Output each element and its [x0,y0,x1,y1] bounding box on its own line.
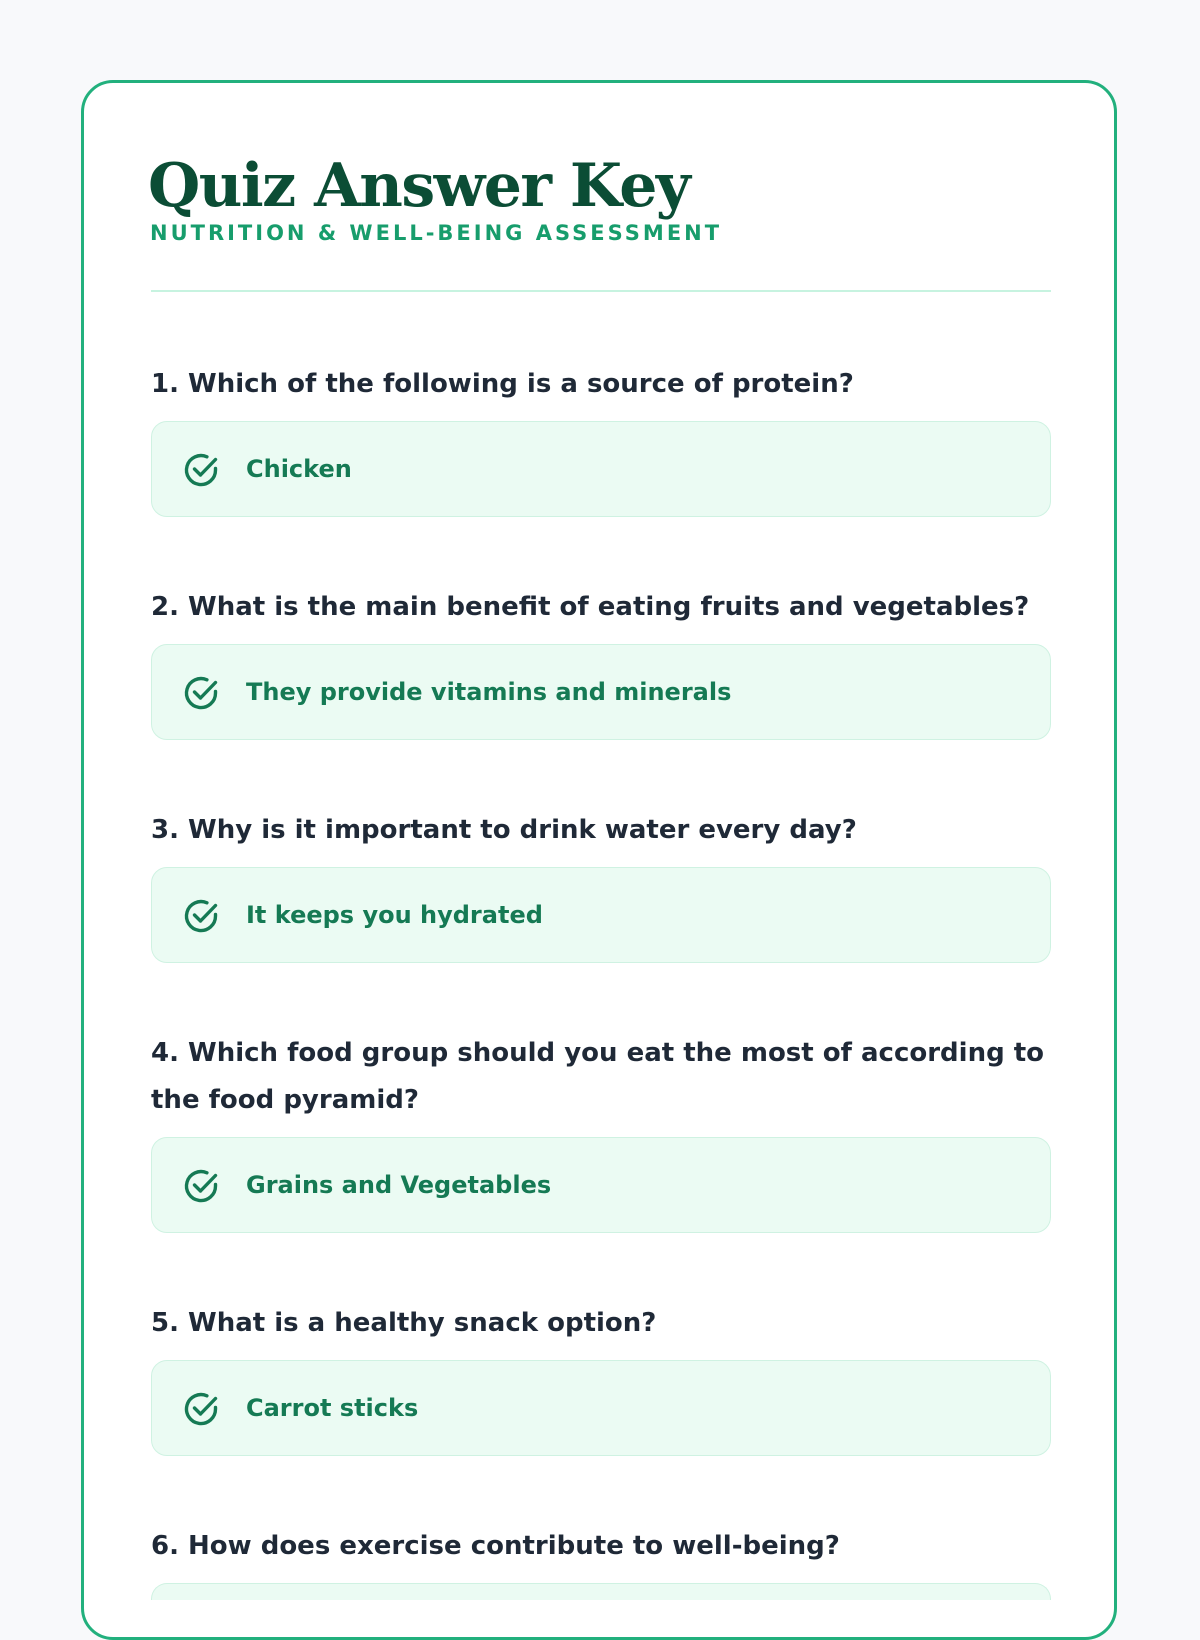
answer-5 [151,1360,1051,1456]
answer-1 [151,421,1051,517]
answer-3 [151,867,1051,963]
answer-5-text: Carrot sticks [246,1394,419,1422]
question-5: 5. What is a healthy snack option? [151,1308,657,1338]
question-4-line-2: the food pyramid? [151,1085,419,1115]
check-circle-icon [181,1166,221,1206]
check-circle-icon [181,1389,221,1429]
question-3: 3. Why is it important to drink water every day? [151,815,857,845]
answer-4-text: Grains and Vegetables [246,1171,552,1199]
question-6: 6. How does exercise contribute to well-being? [151,1531,840,1561]
page-subtitle: NUTRITION & WELL-BEING ASSESSMENT [150,221,723,245]
question-4-line-1: 4. Which food group should you eat the most of according to [151,1038,1045,1068]
answer-2-text: They provide vitamins and minerals [246,678,732,706]
answer-4 [151,1137,1051,1233]
page-title: Quiz Answer Key [148,151,690,221]
question-2: 2. What is the main benefit of eating fruits and vegetables? [151,592,1030,622]
question-1: 1. Which of the following is a source of protein? [151,369,854,399]
header-divider [151,290,1051,292]
answer-6 [151,1583,1051,1600]
check-circle-icon [181,896,221,936]
answer-2 [151,644,1051,740]
answer-1-text: Chicken [246,455,352,483]
answer-3-text: It keeps you hydrated [246,901,543,929]
check-circle-icon [181,673,221,713]
check-circle-icon [181,450,221,490]
